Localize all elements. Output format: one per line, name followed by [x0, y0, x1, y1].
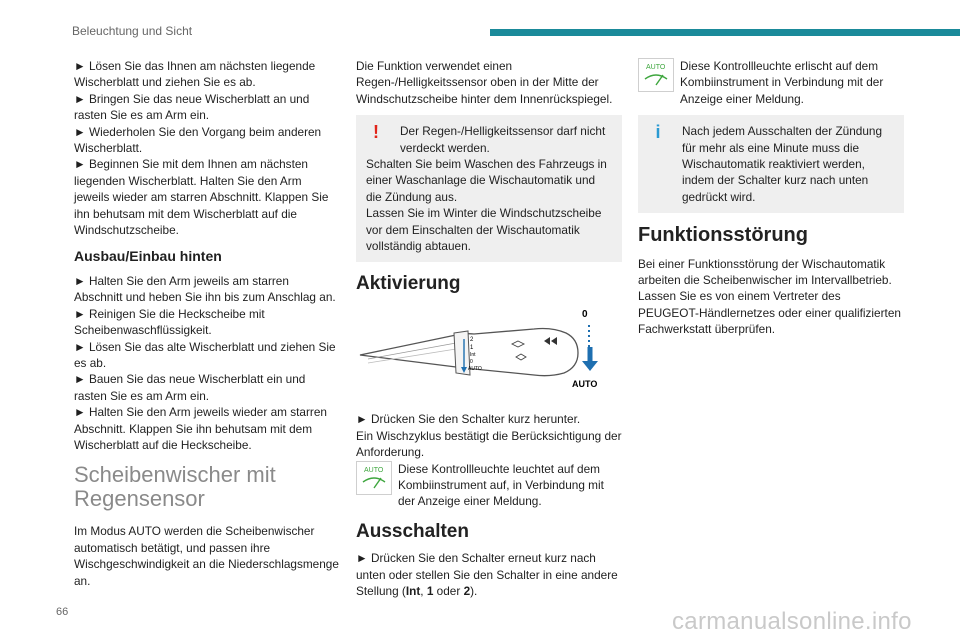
paragraph: ► Wiederholen Sie den Vorgang beim anderen Wischerblatt.	[74, 124, 322, 156]
paragraph	[356, 550, 622, 599]
paragraph: ► Halten Sie den Arm jeweils wieder am starren Abschnitt. Klappen Sie ihn behutsam mit dem Wischerblatt auf die Heckscheibe.	[74, 405, 327, 452]
position-auto-label: AUTO	[572, 378, 598, 389]
warning-icon: !	[373, 122, 379, 143]
lamp-note-on	[356, 461, 622, 510]
stalk-label-int: Int	[470, 351, 476, 358]
stalk-label-2: 2	[470, 336, 474, 343]
info-box	[638, 115, 904, 213]
off-sep: ,	[420, 583, 427, 598]
paragraph: ► Halten Sie den Arm jeweils am starren Abschnitt und heben Sie ihn bis zum Anschlag an.	[74, 273, 336, 305]
paragraph: ► Bauen Sie das neue Wischerblatt ein und rasten Sie es am Arm ein.	[74, 372, 306, 403]
section-title: Scheibenwischer mit Regensensor	[74, 462, 276, 512]
auto-wiper-lamp-icon	[638, 58, 674, 92]
off-end: ).	[470, 583, 478, 598]
info-icon: i	[655, 122, 661, 143]
paragraph: ► Lösen Sie das alte Wischerblatt und ziehen Sie es ab.	[74, 339, 336, 370]
page-header-title: Beleuchtung und Sicht	[72, 24, 193, 38]
paragraph: ► Drücken Sie den Schalter kurz herunter.	[356, 412, 581, 427]
paragraph: Im Modus AUTO werden die Scheibenwischer automatisch betätigt, und passen ihre Wischgeschwindigkeit an die Niederschlagsmenge an.	[74, 524, 339, 588]
heading-off: Ausschalten	[356, 520, 469, 542]
off-sep: oder	[433, 583, 464, 598]
off-one: 1	[426, 583, 434, 598]
stalk-label-auto: AUTO	[468, 365, 482, 372]
auto-wiper-lamp-icon	[356, 461, 392, 495]
stalk-label-0: 0	[470, 358, 473, 365]
paragraph: Diese Kontrollleuchte erlischt auf dem Kombiinstrument in Verbindung mit der Anzeige einer Meldung.	[680, 59, 884, 106]
off-int: Int	[405, 583, 421, 598]
paragraph: ► Bringen Sie das neue Wischerblatt an und rasten Sie es am Arm ein.	[74, 91, 310, 123]
lamp-auto-label: AUTO	[364, 466, 384, 474]
paragraph: ► Lösen Sie das Ihnen am nächsten liegende Wischerblatt und ziehen Sie es ab.	[74, 59, 316, 90]
stalk-label-1: 1	[470, 344, 474, 351]
watermark: carmanualsonline.info	[672, 608, 912, 635]
paragraph: Die Funktion verwendet einen Regen-/Helligkeitssensor oben in der Mitte der Windschutzscheibe hinter dem Innenrückspiegel.	[356, 59, 613, 106]
lamp-auto-label: AUTO	[646, 64, 666, 71]
heading-fault: Funktionsstörung	[638, 224, 808, 247]
column-1	[74, 58, 340, 589]
off-two: 2	[463, 583, 471, 598]
column-2	[356, 58, 622, 599]
warning-box	[356, 115, 622, 262]
paragraph: ► Reinigen Sie die Heckscheibe mit Scheibenwaschflüssigkeit.	[74, 306, 265, 338]
paragraph: ► Beginnen Sie mit dem Ihnen am nächsten liegenden Wischerblatt. Halten Sie den Arm jeweils wieder am starren Abschnitt. Klappen Sie ihn behutsam mit dem Wischerblatt auf die Windschutzscheibe.	[74, 157, 329, 238]
info-text: Nach jedem Ausschalten der Zündung für mehr als eine Minute muss die Wischautomatik reaktiviert werden, indem der Schalter kurz nach unten gedrückt wird.	[682, 124, 883, 204]
paragraph: Diese Kontrollleuchte leuchtet auf dem Kombiinstrument auf, in Verbindung mit der Anzeige einer Meldung.	[398, 461, 604, 509]
page-number: 66	[56, 606, 69, 618]
subheading-rear: Ausbau/Einbau hinten	[74, 248, 222, 265]
paragraph: Schalten Sie beim Waschen des Fahrzeugs in einer Waschanlage die Wischautomatik und die Zündung aus.	[366, 157, 607, 204]
paragraph: Ein Wischzyklus bestätigt die Berücksichtigung der Anforderung.	[356, 428, 622, 460]
wiper-stalk-illustration	[356, 303, 622, 397]
position-zero-label: 0	[582, 308, 588, 320]
warning-lead: Der Regen-/Helligkeitssensor darf nicht verdeckt werden.	[400, 124, 606, 155]
heading-activation: Aktivierung	[356, 273, 461, 295]
paragraph: Lassen Sie im Winter die Windschutzscheibe vor dem Einschalten der Wischautomatik vollständig abtauen.	[366, 206, 602, 254]
off-text: ► Drücken Sie den Schalter erneut kurz nach unten oder stellen Sie den Schalter in eine andere Stellung (	[356, 551, 618, 598]
lamp-note-off	[638, 58, 904, 107]
header-accent-bar	[490, 29, 960, 36]
wiper-stalk-icon	[356, 303, 616, 393]
paragraph: Bei einer Funktionsstörung der Wischautomatik arbeiten die Scheibenwischer im Intervallbetrieb. Lassen Sie es von einem Vertreter des PEUGEOT-Händlernetzes oder einer qualifizierten Fachwerkstatt überprüfen.	[638, 256, 901, 337]
column-3	[638, 58, 904, 338]
